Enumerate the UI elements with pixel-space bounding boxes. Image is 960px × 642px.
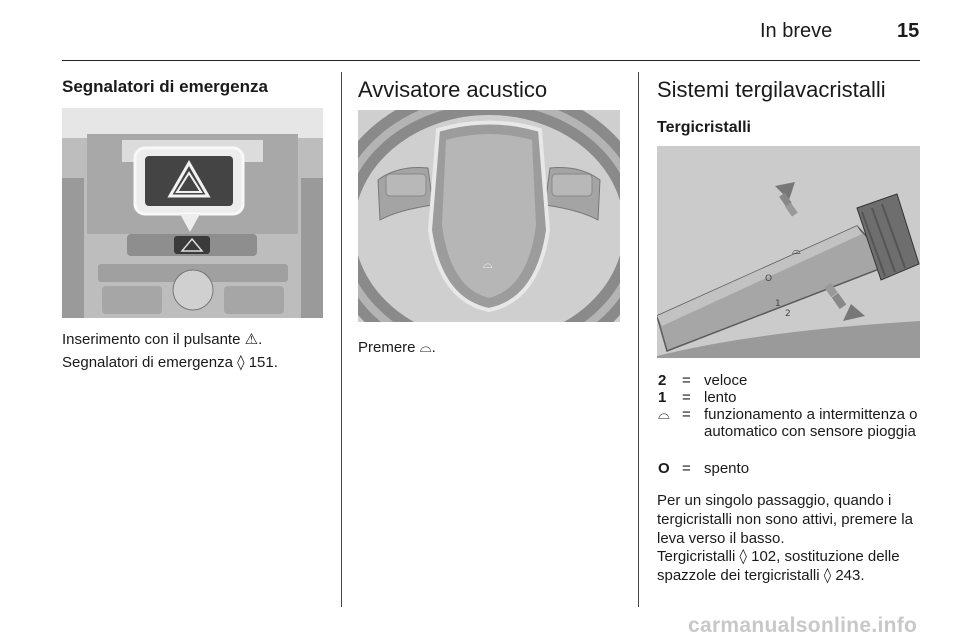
hazard-reference-text: Segnalatori di emergenza [62, 354, 233, 371]
svg-text:2: 2 [785, 309, 791, 319]
legend-eq: = [682, 460, 691, 477]
legend-eq: = [682, 406, 691, 423]
svg-text:1: 1 [775, 299, 781, 309]
legend-eq: = [682, 372, 691, 389]
off-icon: O [658, 460, 670, 477]
watermark: carmanualsonline.info [688, 614, 918, 637]
legend-value: spento [704, 460, 750, 477]
page-number: 15 [897, 20, 920, 42]
page-reference-icon: ◊ [739, 547, 747, 565]
hazard-triangle-icon: ⚠ [244, 330, 259, 348]
page-reference-icon: ◊ [823, 566, 832, 584]
hazard-instruction-text: Inserimento con il pulsante [62, 331, 241, 348]
blade-reference-page[interactable]: 243. [835, 567, 865, 584]
horn-heading: Avvisatore acustico [358, 77, 548, 102]
hazard-instruction-end: . [258, 331, 263, 348]
svg-text:⌓: ⌓ [792, 244, 801, 257]
column-divider-1 [341, 72, 342, 607]
horn-instruction-end: . [431, 339, 436, 356]
legend-key: 2 [658, 372, 667, 389]
intermittent-wipe-icon: ⌓ [658, 405, 670, 423]
wiper-systems-heading: Sistemi tergilavacristalli [657, 77, 886, 102]
legend-value: funzionamento a intermittenza o automatico con sensore pioggia [704, 406, 918, 440]
wiper-reference-page[interactable]: 102, sostituzione delle spazzole dei tergicristalli [657, 548, 900, 584]
wipers-subheading: Tergicristalli [657, 119, 751, 136]
hazard-switch-illustration [62, 108, 323, 318]
hazard-reference-page[interactable]: 151. [248, 354, 278, 371]
legend-eq: = [682, 389, 691, 406]
horn-icon: ⌓ [419, 338, 432, 356]
wiper-references-paragraph [657, 547, 922, 585]
horn-instruction-text: Premere [358, 339, 416, 356]
horn-instruction-paragraph [358, 338, 628, 357]
header-rule [62, 60, 920, 61]
column-divider-2 [638, 72, 639, 607]
hazard-reference-paragraph [62, 353, 332, 372]
hazard-heading: Segnalatori di emergenza [62, 77, 268, 96]
hazard-instruction-paragraph [62, 330, 332, 349]
legend-value: veloce [704, 372, 748, 389]
legend-value: lento [704, 389, 737, 406]
running-header-title: In breve [760, 20, 833, 42]
svg-text:⌓: ⌓ [483, 257, 493, 271]
single-wipe-paragraph: Per un singolo passaggio, quando i tergicristalli non sono attivi, premere la leva verso il basso. [657, 492, 913, 547]
wiper-lever-illustration [657, 146, 920, 358]
page-reference-icon: ◊ [237, 353, 245, 371]
wiper-reference-text: Tergicristalli [657, 548, 736, 565]
legend-key: 1 [658, 389, 667, 406]
steering-wheel-illustration [358, 110, 620, 322]
svg-text:O: O [765, 274, 773, 284]
